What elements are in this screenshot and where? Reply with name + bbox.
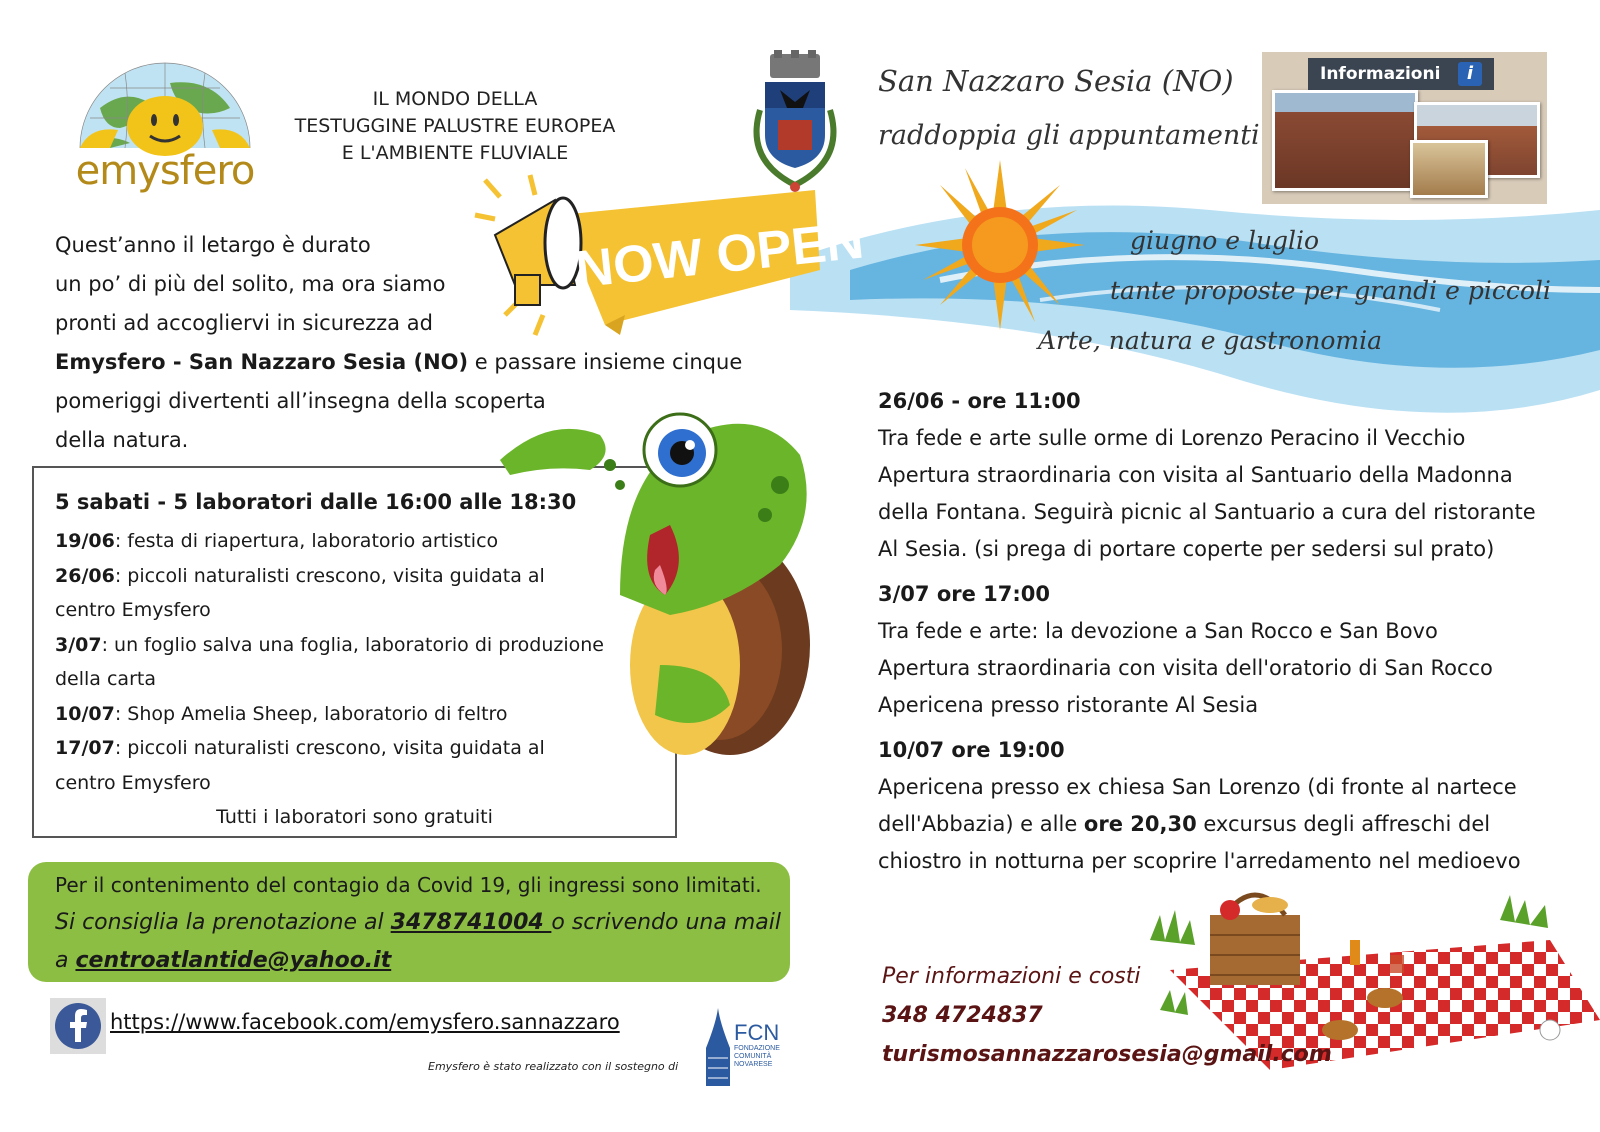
item-date: 3/07 <box>55 633 102 656</box>
email-address: turismosannazzarosesia@gmail.com <box>882 1042 1332 1067</box>
schedule-title: 5 sabati - 5 laboratori dalle 16:00 alle 18:30 <box>55 490 577 514</box>
event-header: 26/06 - ore 11:00 <box>878 389 1081 413</box>
phone-number: 348 4724837 <box>882 1003 1043 1028</box>
booking-text: Si consiglia la prenotazione al <box>55 910 391 935</box>
intro-line: pronti ad accogliervi in sicurezza ad <box>55 311 433 335</box>
booking-text: o scrivendo una mail <box>551 910 781 935</box>
fcn-sub: NOVARESE <box>734 1061 773 1068</box>
event-header: 10/07 ore 19:00 <box>878 738 1065 762</box>
contact-block <box>882 957 1332 1074</box>
item-text: centro Emysfero <box>55 599 211 621</box>
covid-line: Per il contenimento del contagio da Covid 19, gli ingressi sono limitati. <box>55 873 762 897</box>
logo-wordmark: emysfero <box>75 148 255 194</box>
event-text: excursus degli affreschi del <box>1196 812 1491 836</box>
intro-line: della natura. <box>55 428 189 452</box>
item-date: 26/06 <box>55 564 115 587</box>
fcn-sub: COMUNITÀ <box>734 1053 772 1060</box>
item-date: 10/07 <box>55 702 115 725</box>
event-line: della Fontana. Seguirà picnic al Santuario a cura del ristorante <box>878 500 1536 524</box>
event-line: Al Sesia. (si prega di portare coperte per sedersi sul prato) <box>878 537 1495 561</box>
intro-text: e passare insieme cinque <box>468 350 743 374</box>
event-line: Tra fede e arte: la devozione a San Rocco e San Bovo <box>878 619 1438 643</box>
item-date: 17/07 <box>55 737 115 759</box>
event-line: Apertura straordinaria con visita dell'oratorio di San Rocco <box>878 656 1493 680</box>
church-photo <box>1272 90 1418 191</box>
covid-line <box>55 942 785 980</box>
item-text: : Shop Amelia Sheep, laboratorio di feltro <box>114 702 508 725</box>
mission-line: TESTUGGINE PALUSTRE EUROPEA <box>294 115 616 137</box>
fcn-sub: FONDAZIONE <box>734 1045 780 1052</box>
events-list <box>878 383 1598 880</box>
item-date: 19/06 <box>55 530 115 552</box>
event-time: ore 20,30 <box>1083 812 1197 836</box>
venue-name: Emysfero - San Nazzaro Sesia (NO) <box>55 350 469 374</box>
event-line <box>878 806 1598 843</box>
contact-email[interactable] <box>882 1035 1332 1074</box>
contact-phone[interactable] <box>882 996 1332 1035</box>
booking-text: a <box>55 948 76 973</box>
item-text: : piccoli naturalisti crescono, visita guidata al <box>114 737 545 759</box>
interior-photo <box>1410 140 1488 198</box>
booking-email-link[interactable]: centroatlantide@yahoo.it <box>75 948 392 973</box>
facebook-link[interactable]: https://www.facebook.com/emysfero.sannazzaro <box>110 1010 620 1034</box>
months-tagline: giugno e luglio <box>1130 226 1320 255</box>
event-line: chiostro in notturna per scoprire l'arredamento nel medioevo <box>878 849 1521 873</box>
fcn-text: FCN <box>734 1020 780 1045</box>
item-text: della carta <box>55 668 156 690</box>
intro-line: Quest’anno il letargo è durato <box>55 233 371 257</box>
item-text: : piccoli naturalisti crescono, visita guidata al <box>114 564 545 587</box>
event-text: dell'Abbazia) e alle <box>878 812 1084 836</box>
turtle-mascot-icon <box>490 365 830 785</box>
covid-notice-text <box>55 866 785 980</box>
event-line: Tra fede e arte sulle orme di Lorenzo Peracino il Vecchio <box>878 426 1466 450</box>
covid-line <box>55 904 785 942</box>
facebook-icon[interactable] <box>50 998 106 1054</box>
item-text: : un foglio salva una foglia, laboratorio di produzione <box>101 633 604 656</box>
intro-line: un po’ di più del solito, ma ora siamo <box>55 272 446 296</box>
themes-tagline: Arte, natura e gastronomia <box>1038 326 1382 355</box>
fcn-logo <box>696 1008 780 1088</box>
support-note: Emysfero è stato realizzato con il sostegno di <box>428 1060 679 1073</box>
location-heading: San Nazzaro Sesia (NO) <box>878 64 1234 98</box>
mission-statement <box>290 86 620 167</box>
item-text: : festa di riapertura, laboratorio artistico <box>114 530 499 552</box>
intro-line: pomeriggi divertenti all’insegna della scoperta <box>55 389 546 413</box>
item-text: centro Emysfero <box>55 771 211 794</box>
event-line: Apericena presso ristorante Al Sesia <box>878 693 1259 717</box>
now-open-text: NOW OPEN <box>572 211 867 300</box>
info-icon: i <box>1458 62 1482 86</box>
event-line: Apericena presso ex chiesa San Lorenzo (di fronte al nartece <box>878 775 1517 799</box>
contact-label: Per informazioni e costi <box>882 964 1141 989</box>
mission-line: E L'AMBIENTE FLUVIALE <box>341 142 569 164</box>
booking-phone-link[interactable]: 3478741004 <box>390 910 552 935</box>
free-note: Tutti i laboratori sono gratuiti <box>216 806 493 828</box>
sun-icon <box>915 160 1085 330</box>
proposals-tagline: tante proposte per grandi e piccoli <box>1110 276 1551 305</box>
event-line: Apertura straordinaria con visita al Santuario della Madonna <box>878 463 1513 487</box>
event-header: 3/07 ore 17:00 <box>878 582 1050 606</box>
subtitle-heading: raddoppia gli appuntamenti <box>878 120 1260 151</box>
info-label: Informazioni <box>1308 58 1494 90</box>
mission-line: IL MONDO DELLA <box>372 88 538 110</box>
